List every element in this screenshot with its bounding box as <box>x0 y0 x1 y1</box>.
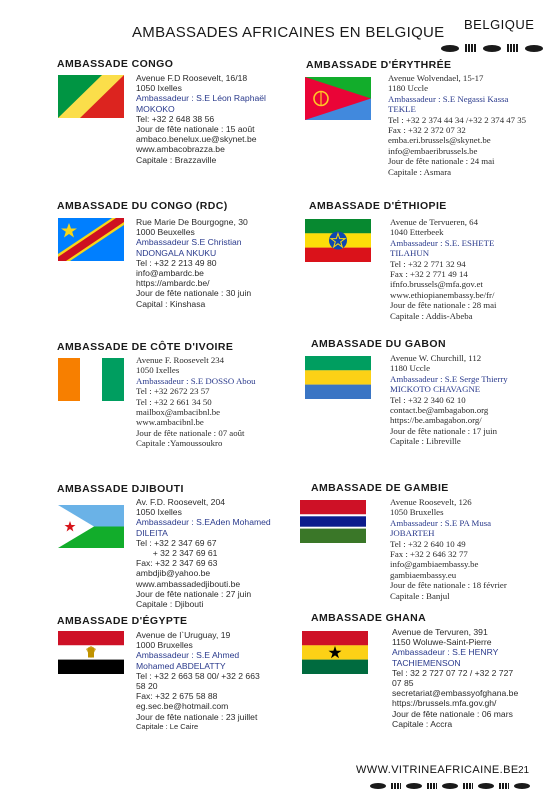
city-line: 1050 Ixelles <box>136 83 182 94</box>
address-line: Avenue de Tervueren, 64 <box>390 217 478 227</box>
ambassador-name: JOBARTEH <box>390 528 435 539</box>
national-day: Jour de fête nationale : 28 mai <box>390 300 497 311</box>
phone-line: Tel : +32 2 374 44 34 /+32 2 374 47 35 <box>388 114 527 125</box>
website-link[interactable]: https://brussels.mfa.gov.gh/ <box>392 698 497 709</box>
embassy-title-cotedivoire: AMBASSADE DE CÔTE D'IVOIRE <box>57 341 234 353</box>
capital-line: Capitale : Asmara <box>388 166 452 177</box>
city-line: 1050 Ixelles <box>136 507 182 518</box>
address-line: Rue Marie De Bourgogne, 30 <box>136 217 248 227</box>
embassy-title-congo: AMBASSADE CONGO <box>57 58 174 70</box>
address-line: Avenue W. Churchill, 112 <box>390 353 482 363</box>
ambassador-line: Ambassadeur S.E Christian <box>136 237 242 248</box>
national-day: Jour de fête nationale : 23 juillet <box>136 711 258 722</box>
page-title: AMBASSADES AFRICAINES EN BELGIQUE <box>132 24 445 41</box>
website-link[interactable]: www.ambassadedjibouti.be <box>136 578 241 589</box>
national-day: Jour de fête nationale : 15 août <box>136 124 255 135</box>
phone-line: Tel : +32 2 771 32 94 <box>390 258 466 269</box>
flag-cotedivoire <box>58 358 124 401</box>
capital-line: Capitale : Brazzaville <box>136 154 217 165</box>
phone-line: Tel : +32 2672 23 57 <box>136 386 210 397</box>
fax-line: Fax : +32 2 646 32 77 <box>390 549 468 560</box>
capital-line: Capitale : Libreville <box>390 436 461 447</box>
phone-line: Tel : 32 2 727 07 72 / +32 2 727 <box>392 667 514 678</box>
fax-line: Fax: +32 2 675 58 88 <box>136 691 218 702</box>
ambassador-line: Ambassadeur : S.E HENRY <box>392 647 499 658</box>
national-day: Jour de fête nationale : 17 juin <box>390 425 497 436</box>
phone-line: Tel : +32 2 340 62 10 <box>390 394 466 405</box>
phone-line: Tel : +32 2 661 34 50 <box>136 396 212 407</box>
national-day: Jour de fête nationale : 27 juin <box>136 588 252 599</box>
city-line: 1050 Ixelles <box>136 365 180 376</box>
embassy-title-gabon: AMBASSADE DU GABON <box>311 338 446 350</box>
ambassador-line: Ambassadeur : S.E Ahmed <box>136 650 240 661</box>
embassy-title-erythree: AMBASSADE D'ÉRYTHRÉE <box>306 59 452 71</box>
embassy-title-egypte: AMBASSADE D'ÉGYPTE <box>57 615 188 627</box>
email-link[interactable]: emba.eri.brussels@skynet.be <box>388 135 491 146</box>
flag-erythree <box>305 77 371 120</box>
embassy-info-erythree <box>388 73 526 177</box>
ambassador-line: Ambassadeur : S.E Serge Thierry <box>390 373 508 384</box>
embassy-title-ghana: AMBASSADE GHANA <box>311 612 427 624</box>
embassy-info-ghana <box>392 627 518 729</box>
ambassador-name: TACHIEMENSON <box>392 657 461 668</box>
website-link[interactable]: www.ethiopianembassy.be/fr/ <box>390 289 495 300</box>
website-link[interactable]: gambiaembassy.eu <box>390 569 457 580</box>
city-line: 1180 Uccle <box>390 363 430 374</box>
header-decoration <box>441 43 556 53</box>
address-line: Avenue de l`Uruguay, 19 <box>136 630 231 640</box>
embassy-title-gambie: AMBASSADE DE GAMBIE <box>311 482 449 494</box>
ambassador-line: Ambassadeur : S.E. ESHETE <box>390 237 495 248</box>
embassy-info-ethiopie <box>390 217 497 321</box>
ambassador-name: NDONGALA NKUKU <box>136 247 217 258</box>
address-line: Av. F.D. Roosevelt, 204 <box>136 497 226 507</box>
phone-line: 58 20 <box>136 681 158 692</box>
ambassador-name: TILAHUN <box>390 248 430 259</box>
embassy-info-cotedivoire <box>136 355 256 449</box>
city-line: 1000 Beuxelles <box>136 227 195 238</box>
fax-line: Fax : +32 2 372 07 32 <box>388 125 466 136</box>
flag-ghana <box>302 631 368 674</box>
flag-congo <box>58 75 124 118</box>
embassy-info-gambie <box>390 497 507 601</box>
city-line: 1040 Etterbeek <box>390 227 444 238</box>
page-number: 21 <box>518 765 530 776</box>
capital-line: Capitale : Banjul <box>390 590 450 601</box>
email-link[interactable]: ifnfo.brussels@mfa.gov.et <box>390 279 483 290</box>
address-line: Avenue F.D Roosevelt, 16/18 <box>136 73 248 83</box>
embassy-info-rdc <box>136 217 251 309</box>
national-day: Jour de fête nationale : 24 mai <box>388 156 495 167</box>
capital-line: Capitale : Addis-Abeba <box>390 310 473 321</box>
fax-line: Fax: +32 2 347 69 63 <box>136 558 218 569</box>
national-day: Jour de fête nationale : 07 août <box>136 427 245 438</box>
email-link[interactable]: contact.be@ambagabon.org <box>390 405 489 416</box>
ambassador-name: Mohamed ABDELATTY <box>136 660 226 671</box>
capital-line: Capitale : Djibouti <box>136 599 204 610</box>
phone-line: Tel : +32 2 213 49 80 <box>136 257 217 268</box>
city-line: 1050 Bruxelles <box>390 507 444 518</box>
phone-line: Tel : +32 2 347 69 67 <box>136 537 217 548</box>
fax-line: Fax : +32 2 771 49 14 <box>390 269 468 280</box>
city-line: 1000 Bruxelles <box>136 640 193 651</box>
city-line: 1180 Uccle <box>388 83 428 94</box>
phone-line: 07 85 <box>392 678 414 689</box>
ambassador-line: Ambassadeur : S.EAden Mohamed <box>136 517 271 528</box>
ambassador-line: Ambassadeur : S.E DOSSO Abou <box>136 375 256 386</box>
website-link[interactable]: www.ambacibnl.be <box>136 417 204 428</box>
email-link[interactable]: secretariat@embassyofghana.be <box>392 688 519 699</box>
ambassador-name: MICKOTO CHAVAGNE <box>390 384 481 395</box>
city-line: 1150 Woluwe-Saint-Pierre <box>392 637 492 648</box>
ambassador-line: Ambassadeur : S.E Negassi Kassa <box>388 93 509 104</box>
address-line: Avenue Roosevelt, 126 <box>390 497 472 507</box>
phone-line: Tel : +32 2 640 10 49 <box>390 538 466 549</box>
capital-line: Capitale : Accra <box>392 718 453 729</box>
email-link[interactable]: eg.sec.be@hotmail.com <box>136 701 229 712</box>
flag-djibouti <box>58 505 124 548</box>
ambassador-line: Ambassadeur : S.E PA Musa <box>390 517 492 528</box>
embassy-title-rdc: AMBASSADE DU CONGO (RDC) <box>57 200 228 212</box>
flag-gabon <box>305 356 371 399</box>
embassy-info-djibouti <box>136 497 271 609</box>
website-link[interactable]: www.ambacobrazza.be <box>136 144 225 155</box>
email-link[interactable]: mailbox@ambacibnl.be <box>136 407 221 418</box>
national-day: Jour de fête nationale : 30 juin <box>136 288 252 299</box>
embassy-title-djibouti: AMBASSADE DJIBOUTI <box>57 483 184 495</box>
email-link[interactable]: ambaco.benelux.ue@skynet.be <box>136 134 257 145</box>
ambassador-name: DILEITA <box>136 527 168 538</box>
national-day: Jour de fête nationale : 18 février <box>390 580 507 591</box>
phone-line: Tel: +32 2 648 38 56 <box>136 113 215 124</box>
flag-egypte <box>58 631 124 674</box>
ambassador-name: TEKLE <box>388 104 416 115</box>
email-link[interactable]: info@embaeribrussels.be <box>388 145 478 156</box>
address-line: Avenue Wolvendael, 15-17 <box>388 73 484 83</box>
address-line: Avenue F. Roosevelt 234 <box>136 355 225 365</box>
flag-gambie <box>300 500 366 543</box>
ambassador-name: MOKOKO <box>136 103 175 114</box>
capital-line: Capitale : Le Caire <box>136 721 199 731</box>
embassy-info-gabon <box>390 353 508 447</box>
phone-line: Tel : +32 2 663 58 00/ +32 2 663 <box>136 670 260 681</box>
embassy-title-ethiopie: AMBASSADE D'ÉTHIOPIE <box>309 200 447 212</box>
ambassador-line: Ambassadeur : S.E Léon Raphaël <box>136 93 266 104</box>
country-tag: BELGIQUE <box>464 17 535 32</box>
website-link[interactable]: https://be.ambagabon.org/ <box>390 415 482 426</box>
email-link[interactable]: info@ambardc.be <box>136 268 204 279</box>
footer-decoration <box>370 782 540 790</box>
flag-ethiopie <box>305 219 371 262</box>
embassy-info-egypte <box>136 630 260 732</box>
capital-line: Capitale :Yamoussoukro <box>136 438 223 449</box>
address-line: Avenue de Tervuren, 391 <box>392 627 488 637</box>
national-day: Jour de fête nationale : 06 mars <box>392 708 513 719</box>
email-link[interactable]: ambdjib@yahoo.be <box>136 568 211 579</box>
footer-website[interactable]: WWW.VITRINEAFRICAINE.BE <box>356 764 519 776</box>
flag-rdc <box>58 218 124 261</box>
phone-line: + 32 2 347 69 61 <box>136 548 218 559</box>
embassy-info-congo <box>136 73 266 165</box>
capital-line: Capital : Kinshasa <box>136 298 206 309</box>
website-link[interactable]: https://ambardc.be/ <box>136 278 210 289</box>
email-link[interactable]: info@gambiaembassy.be <box>390 559 479 570</box>
